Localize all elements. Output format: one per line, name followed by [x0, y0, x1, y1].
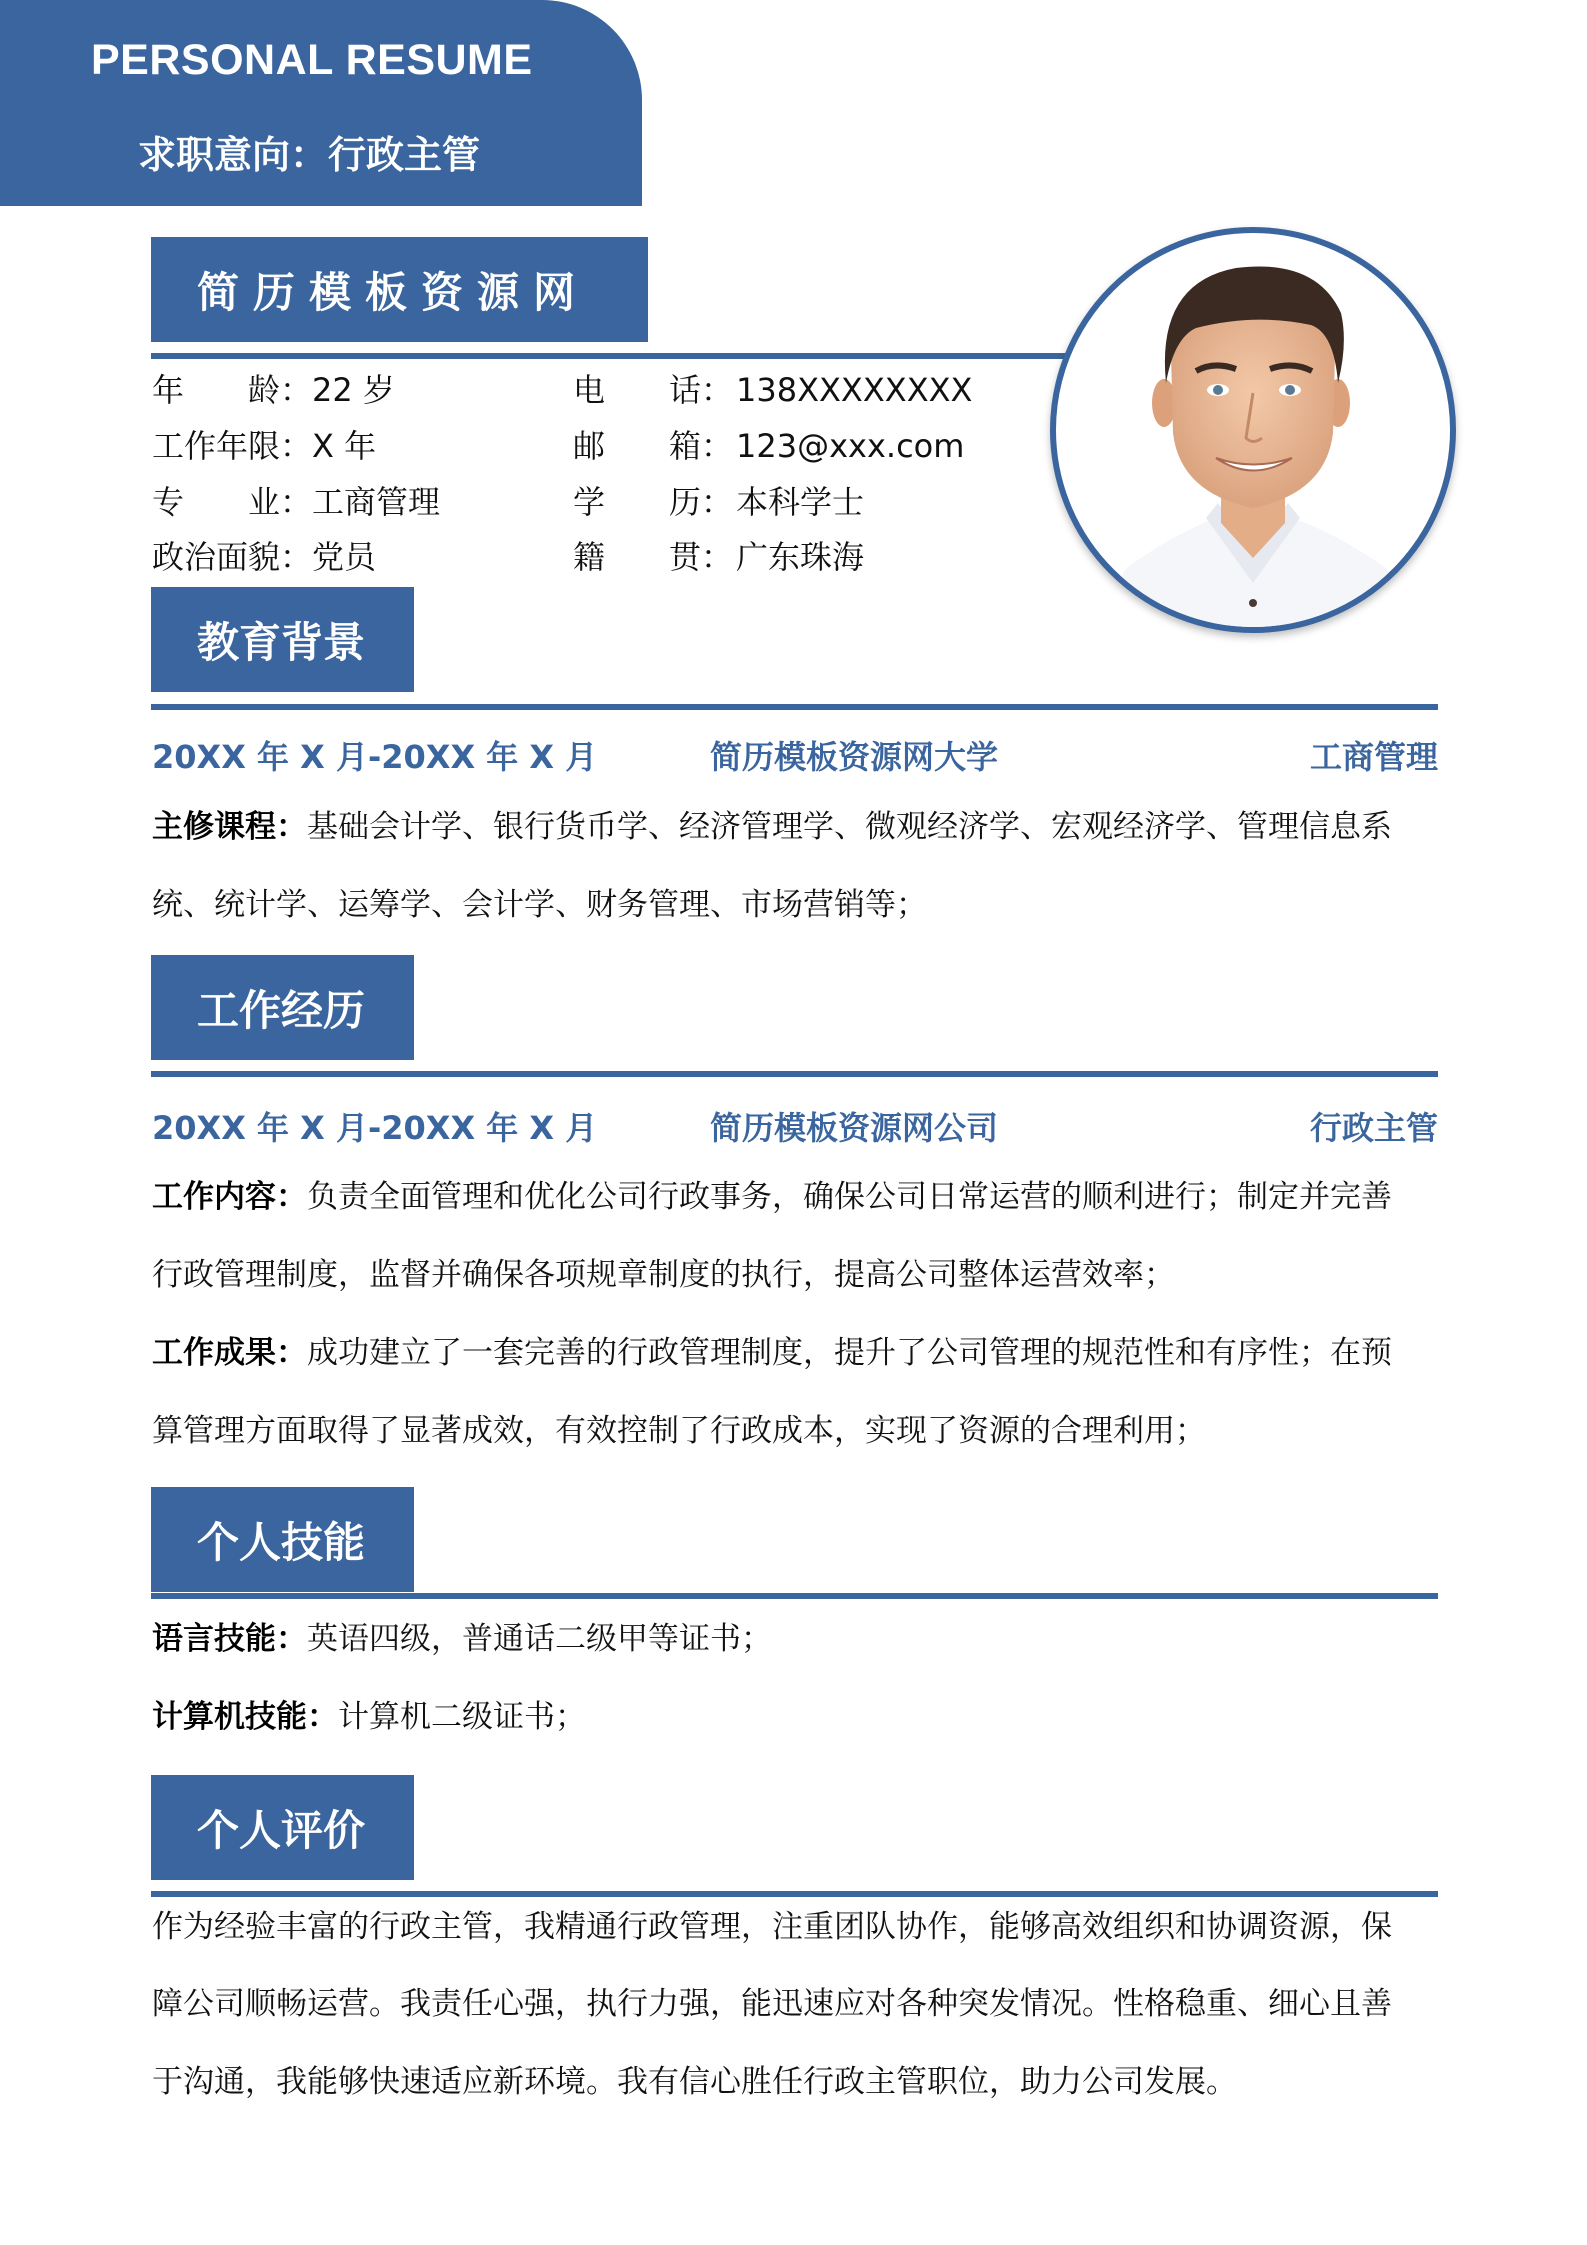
education-divider: [151, 704, 1438, 710]
section-title-education: 教育背景: [151, 587, 414, 692]
work-result-line: 工作成果：成功建立了一套完善的行政管理制度，提升了公司管理的规范性和有序性；在预: [152, 1335, 1392, 1371]
work-position: 行政主管: [1309, 1109, 1438, 1147]
work-content-line: 工作内容：负责全面管理和优化公司行政事务，确保公司日常运营的顺利进行；制定并完善: [152, 1179, 1392, 1215]
section-title-skills: 个人技能: [151, 1487, 414, 1592]
evaluation-divider: [151, 1891, 1438, 1897]
section-title-work: 工作经历: [151, 955, 414, 1060]
work-result-line: 算管理方面取得了显著成效，有效控制了行政成本，实现了资源的合理利用；: [152, 1413, 1206, 1449]
skill-item-computer: 计算机技能：计算机二级证书；: [152, 1699, 586, 1735]
education-major: 工商管理: [1309, 738, 1438, 776]
education-school: 简历模板资源网大学: [710, 738, 999, 776]
skills-divider: [151, 1593, 1438, 1599]
work-date: 20XX 年 X 月-20XX 年 X 月: [152, 1109, 598, 1147]
education-date: 20XX 年 X 月-20XX 年 X 月: [152, 738, 598, 776]
job-objective-value: 行政主管: [328, 133, 481, 177]
skill-item-language: 语言技能：英语四级，普通话二级甲等证书；: [152, 1621, 772, 1657]
job-objective: [138, 124, 480, 179]
person-portrait-icon: [1056, 233, 1450, 627]
section-title-evaluation: 个人评价: [151, 1775, 414, 1880]
evaluation-line: 作为经验丰富的行政主管，我精通行政管理，注重团队协作，能够高效组织和协调资源，保: [152, 1909, 1392, 1945]
evaluation-line: 于沟通，我能够快速适应新环境。我有信心胜任行政主管职位，助力公司发展。: [152, 2064, 1237, 2100]
name-divider: [151, 353, 1076, 359]
education-courses-line: 统、统计学、运筹学、会计学、财务管理、市场营销等；: [152, 887, 927, 923]
work-content-line: 行政管理制度，监督并确保各项规章制度的执行，提高公司整体运营效率；: [152, 1257, 1175, 1293]
work-result-label: 工作成果：: [152, 1335, 307, 1371]
job-objective-label: 求职意向：: [138, 133, 329, 177]
candidate-name: 简历模板资源网: [151, 237, 648, 342]
work-divider: [151, 1071, 1438, 1077]
work-company: 简历模板资源网公司: [710, 1109, 999, 1147]
work-entry-header: [152, 1106, 1438, 1150]
work-content-label: 工作内容：: [152, 1179, 307, 1215]
profile-photo: [1050, 227, 1456, 633]
education-entry-header: [152, 735, 1438, 779]
resume-title: PERSONAL RESUME: [91, 36, 533, 84]
evaluation-line: 障公司顺畅运营。我责任心强，执行力强，能迅速应对各种突发情况。性格稳重、细心且善: [152, 1986, 1392, 2022]
education-courses-line: 主修课程：基础会计学、银行货币学、经济管理学、微观经济学、宏观经济学、管理信息系: [152, 809, 1392, 845]
courses-label: 主修课程：: [152, 809, 307, 845]
